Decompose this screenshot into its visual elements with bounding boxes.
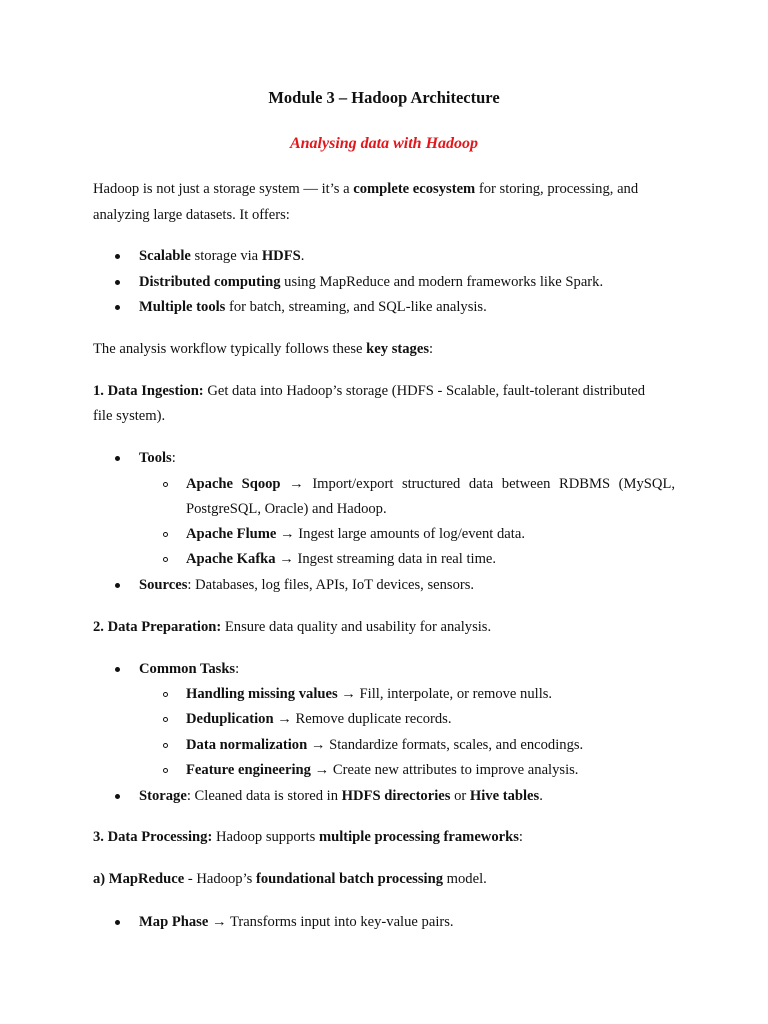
offer-item-1: Scalable storage via HDFS.: [139, 248, 305, 264]
stage1-heading: 1. Data Ingestion: Get data into Hadoop’s storage (HDFS - Scalable, fault-tolerant distributed: [93, 383, 646, 399]
map-phase-item: Map Phase → Transforms input into key-value pairs.: [139, 914, 454, 930]
sub-bullet-circle: [163, 692, 168, 697]
intro-line-2: analyzing large datasets. It offers:: [93, 207, 290, 223]
sub-bullet-circle: [163, 768, 168, 773]
intro-line-1: Hadoop is not just a storage system — it’s a complete ecosystem for storing, processing, and: [93, 181, 639, 197]
bullet-dot: [115, 280, 120, 285]
stage2-storage: Storage: Cleaned data is stored in HDFS directories or Hive tables.: [139, 788, 543, 804]
stage1-sources: Sources: Databases, log files, APIs, IoT devices, sensors.: [139, 577, 475, 593]
sub-bullet-circle: [163, 557, 168, 562]
offer-item-3: Multiple tools for batch, streaming, and SQL-like analysis.: [139, 299, 487, 315]
workflow-line: The analysis workflow typically follows these key stages:: [93, 341, 434, 357]
task-item-normalization: Data normalization → Standardize formats, scales, and encodings.: [186, 737, 584, 753]
stage1-tools-label: Tools:: [139, 450, 176, 466]
tool-item-sqoop: Apache Sqoop → Import/export structured data between RDBMS (MySQL,: [186, 476, 676, 492]
mapreduce-heading: a) MapReduce - Hadoop’s foundational batch processing model.: [93, 871, 487, 887]
bullet-dot: [115, 667, 120, 672]
stage3-heading: 3. Data Processing: Hadoop supports multiple processing frameworks:: [93, 829, 523, 845]
sub-bullet-circle: [163, 717, 168, 722]
bullet-dot: [115, 456, 120, 461]
tool-item-sqoop-line-2: PostgreSQL, Oracle) and Hadoop.: [186, 501, 387, 517]
bullet-dot: [115, 583, 120, 588]
task-item-deduplication: Deduplication → Remove duplicate records.: [186, 711, 452, 727]
stage1-line-2: file system).: [93, 408, 166, 424]
page-title: Module 3 – Hadoop Architecture: [268, 88, 500, 107]
sub-bullet-circle: [163, 743, 168, 748]
bullet-dot: [115, 305, 120, 310]
bullet-dot: [115, 920, 120, 925]
bullet-dot: [115, 254, 120, 259]
offer-item-2: Distributed computing using MapReduce and modern frameworks like Spark.: [139, 274, 604, 290]
tool-item-kafka: Apache Kafka → Ingest streaming data in real time.: [186, 551, 497, 567]
stage2-tasks-label: Common Tasks:: [139, 661, 240, 677]
sub-bullet-circle: [163, 482, 168, 487]
bullet-dot: [115, 794, 120, 799]
task-item-missing-values: Handling missing values → Fill, interpolate, or remove nulls.: [186, 686, 553, 702]
stage2-heading: 2. Data Preparation: Ensure data quality and usability for analysis.: [93, 619, 492, 635]
sub-bullet-circle: [163, 532, 168, 537]
tool-item-flume: Apache Flume → Ingest large amounts of log/event data.: [186, 526, 525, 542]
page-subtitle: Analysing data with Hadoop: [289, 135, 479, 152]
task-item-feature-engineering: Feature engineering → Create new attributes to improve analysis.: [186, 762, 579, 778]
